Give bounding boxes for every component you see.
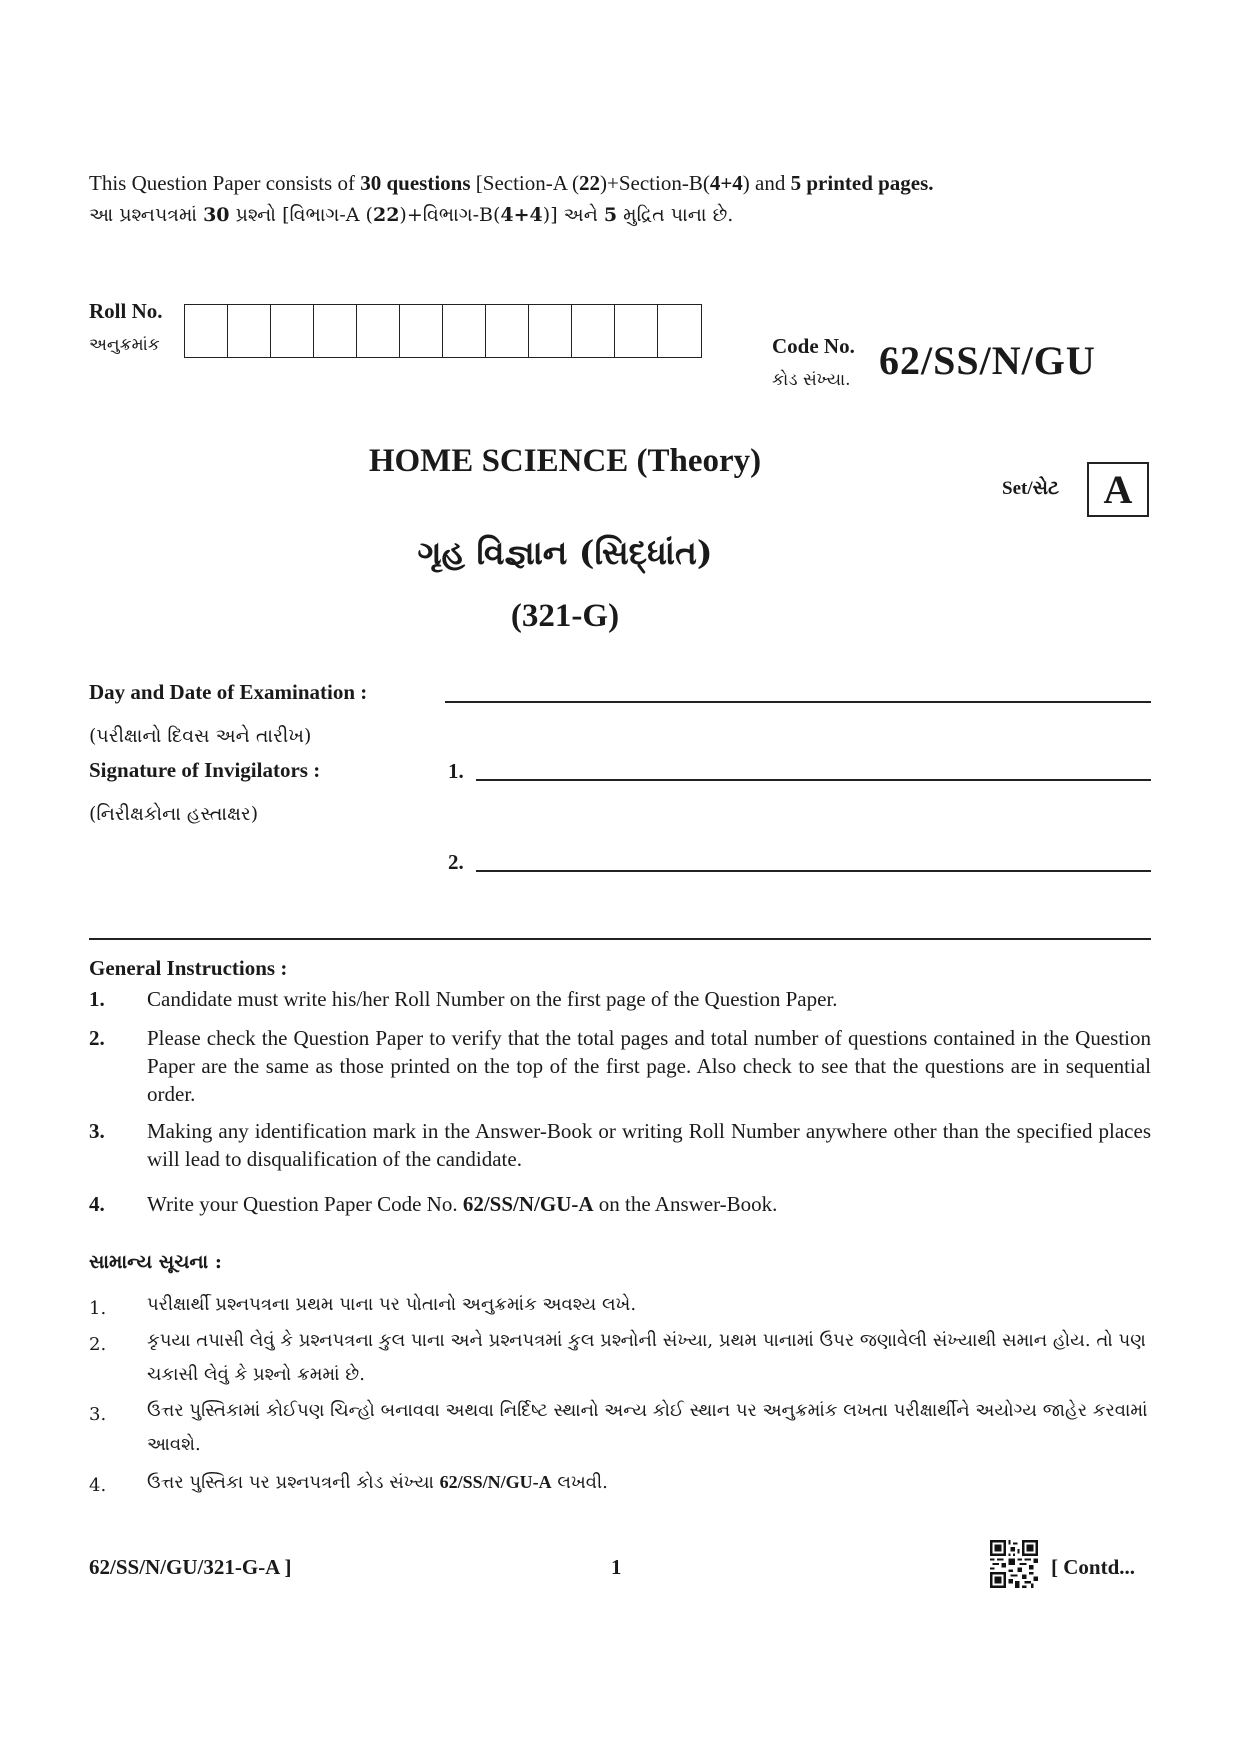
roll-number-box[interactable]: [486, 305, 529, 357]
section-divider: [89, 938, 1151, 940]
roll-number-box[interactable]: [529, 305, 572, 357]
roll-number-box[interactable]: [658, 305, 701, 357]
subject-code: (321-G): [510, 598, 620, 634]
intro-en-questions: 30 questions: [360, 171, 471, 195]
instruction-text-gu: કૃપયા તપાસી લેવું કે પ્રશ્નપત્રના કુલ પાના અને પ્રશ્નપત્રમાં કુલ પ્રશ્નોની સંખ્યા, પ્રથમ પાનામાં ઉપર જણાવેલી સંખ્યાથી સમાન હોય. તો પણ ચકાસી લેવું કે પ્રશ્નો ક્રમમાં છે.: [147, 1330, 1146, 1385]
code-number-label-gu: કોડ સંખ્યા.: [772, 370, 851, 390]
exam-date-line[interactable]: [445, 701, 1151, 703]
intro-en-section-b: 4+4: [709, 171, 743, 195]
instruction-number: 2.: [89, 1026, 105, 1050]
subject-title-gu: ગૃહ વિજ્ઞાન (સિદ્ધાંત): [417, 533, 713, 572]
instruction-text-part: ઉત્તર પુસ્તિકા પર પ્રશ્નપત્રની કોડ સંખ્યા: [147, 1472, 440, 1493]
signature-number-2: 2.: [448, 850, 464, 874]
intro-gu-text: પ્રશ્નો [વિભાગ-A (: [229, 204, 373, 226]
instruction-item: [89, 1117, 1151, 1173]
instruction-item: [89, 1190, 1151, 1220]
signature-number-1: 1.: [448, 759, 464, 783]
roll-number-box[interactable]: [400, 305, 443, 357]
intro-en-text: [Section-A (: [470, 171, 579, 195]
signature-line-2[interactable]: [476, 870, 1151, 872]
intro-gu-questions: 30: [203, 204, 230, 226]
instruction-text-part: on the Answer-Book.: [593, 1192, 778, 1216]
instruction-item-gu: [89, 1288, 1151, 1322]
instruction-text-gu: ઉત્તર પુસ્તિકામાં કોઈપણ ચિન્હો બનાવવા અથવા નિર્દિષ્ટ સ્થાનો અન્ય કોઈ સ્થાન પર અનુક્રમાંક લખતા પરીક્ષાર્થીને અયોગ્ય જાહેર કરવામાં આવશે.: [147, 1400, 1148, 1455]
instruction-number: 2.: [89, 1334, 107, 1355]
instruction-number: 3.: [89, 1119, 105, 1143]
code-number-label: Code No.: [772, 334, 855, 358]
instruction-item-gu: [89, 1394, 1151, 1462]
roll-number-label-gu: અનુક્રમાંક: [89, 335, 160, 355]
invigilator-signature-label-gu: (નિરીક્ષકોના હસ્તાક્ષર): [89, 803, 259, 825]
instruction-number: 1.: [89, 1298, 107, 1319]
intro-gu-section-b: 4+4: [500, 204, 543, 226]
roll-number-label: Roll No.: [89, 299, 163, 323]
roll-number-box[interactable]: [572, 305, 615, 357]
instruction-number: 4.: [89, 1475, 107, 1496]
instruction-text-gu: [147, 1465, 1151, 1500]
intro-en-pages: 5 printed pages.: [790, 171, 934, 195]
exam-date-label: Day and Date of Examination :: [89, 680, 368, 704]
instruction-text: Making any identification mark in the Answer-Book or writing Roll Number anywhere other than the specified places will lead to disqualification of the candidate.: [147, 1119, 1151, 1171]
roll-number-box[interactable]: [615, 305, 658, 357]
instruction-number: 1.: [89, 987, 105, 1011]
instruction-number: 4.: [89, 1192, 105, 1216]
instruction-text-part: Write your Question Paper Code No.: [147, 1192, 463, 1216]
set-value: A: [1087, 462, 1149, 517]
page-number: 1: [611, 1555, 622, 1579]
roll-number-box[interactable]: [314, 305, 357, 357]
intro-en-text: This Question Paper consists of: [89, 171, 361, 195]
instruction-item: [89, 985, 1151, 1015]
intro-gu-text: આ પ્રશ્નપત્રમાં: [89, 204, 204, 226]
intro-gu-section-a: 22: [372, 204, 400, 226]
roll-number-box[interactable]: [357, 305, 400, 357]
instruction-text-part: લખવી.: [551, 1472, 608, 1493]
instruction-paper-code: 62/SS/N/GU-A: [439, 1472, 552, 1492]
instruction-paper-code: 62/SS/N/GU-A: [462, 1192, 594, 1216]
general-instructions-heading: General Instructions :: [89, 956, 288, 980]
roll-number-boxes[interactable]: [184, 304, 702, 358]
signature-line-1[interactable]: [476, 779, 1151, 781]
qr-code-icon: [990, 1540, 1038, 1588]
intro-gu-text: )+વિભાગ-B(: [399, 204, 501, 226]
roll-number-box[interactable]: [443, 305, 486, 357]
general-instructions-heading-gu: સામાન્ય સૂચના :: [89, 1251, 222, 1273]
subject-title: HOME SCIENCE (Theory): [368, 443, 762, 479]
intro-en-text: ) and: [742, 171, 791, 195]
intro-en: [89, 171, 934, 196]
instruction-text-gu: પરીક્ષાર્થી પ્રશ્નપત્રના પ્રથમ પાના પર પોતાનો અનુક્રમાંક અવશ્ય લખે.: [147, 1294, 637, 1315]
instruction-text: [147, 1190, 1151, 1218]
instruction-text: Please check the Question Paper to verify that the total pages and total number of questions contained in the Question Paper are the same as those printed on the top of the first page. Also check to see that the questions are in sequential order.: [147, 1026, 1151, 1106]
roll-number-box[interactable]: [271, 305, 314, 357]
instruction-item-gu: [89, 1324, 1151, 1392]
intro-gu-text: મુદ્રિત પાના છે.: [617, 204, 734, 226]
set-label: Set/સેટ: [1002, 478, 1060, 499]
intro-en-section-a: 22: [579, 171, 600, 195]
intro-gu-pages: 5: [603, 204, 618, 226]
invigilator-signature-label: Signature of Invigilators :: [89, 758, 321, 782]
intro-en-text: )+Section-B(: [600, 171, 710, 195]
code-number-value: 62/SS/N/GU: [879, 338, 1096, 383]
footer-paper-code: 62/SS/N/GU/321-G-A ]: [89, 1555, 292, 1579]
roll-number-box[interactable]: [185, 305, 228, 357]
instruction-text: Candidate must write his/her Roll Number on the first page of the Question Paper.: [147, 987, 838, 1011]
intro-gu: [89, 204, 733, 226]
continued-label: [ Contd...: [1051, 1555, 1136, 1579]
intro-gu-text: )] અને: [542, 204, 604, 226]
instruction-item-gu: [89, 1465, 1151, 1499]
instruction-number: 3.: [89, 1404, 107, 1425]
roll-number-box[interactable]: [228, 305, 271, 357]
instruction-item: [89, 1024, 1151, 1108]
exam-date-label-gu: (પરીક્ષાનો દિવસ અને તારીખ): [89, 725, 312, 747]
